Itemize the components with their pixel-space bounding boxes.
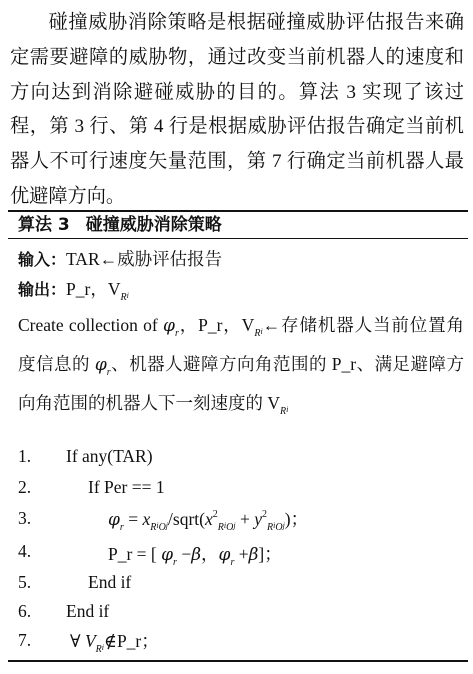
l3-phi: φ (108, 510, 120, 530)
phi-symbol: φ (163, 316, 175, 336)
l3-eq: = (123, 509, 143, 529)
notin-symbol: ∉ (103, 631, 117, 651)
desc-sub-i-2: i (286, 405, 289, 414)
l3-sub-i2: i (223, 521, 227, 530)
l3-sub-i3: i (273, 521, 276, 530)
desc-sub-r: R (254, 328, 261, 339)
line-number-4: 4. (18, 541, 32, 561)
l7-sub-i: i (101, 643, 104, 652)
line-number-7: 7. (18, 630, 32, 650)
l4-beta: β (191, 545, 202, 565)
l3-close: )； (284, 509, 309, 529)
line-6-code: End if (66, 601, 110, 621)
algorithm-bottom-rule (8, 660, 468, 662)
desc-part-c: ←存储机器人当前位置角度信息的 (18, 315, 465, 374)
l3-sub-j3: j (282, 521, 285, 530)
line-3-formula (108, 506, 308, 533)
line-4-formula (108, 541, 282, 568)
l4-minus: − (176, 544, 192, 564)
l3-phi-sub: r (119, 522, 124, 533)
l4-beta2: β (248, 545, 259, 565)
l4-plus: + (234, 544, 249, 564)
l3-sub-r2: R (217, 522, 224, 533)
line-number-3: 3. (18, 508, 32, 528)
l7-v: V (84, 631, 96, 651)
line-number-5: 5. (18, 572, 32, 592)
algorithm-number: 算法 3 (18, 215, 70, 235)
l3-sq1: 2 (212, 509, 218, 520)
algorithm-title (18, 212, 222, 238)
algorithm-header-rule (8, 238, 468, 239)
l3-sub-i: i (156, 521, 159, 530)
line-7-formula (70, 628, 159, 655)
line-number-6: 6. (18, 601, 32, 621)
line-number-1: 1. (18, 446, 32, 466)
output-sub-i: i (126, 291, 129, 300)
l3-sub-r3: R (266, 522, 274, 533)
l3-plus: + (235, 509, 255, 529)
l4-comma: ， (201, 544, 219, 564)
desc-part-b: ，P_r，V (178, 315, 255, 335)
l3-x2: x (204, 509, 213, 529)
paragraph-text: 碰撞威胁消除策略是根据碰撞威胁评估报告来确定需要避障的威胁物，通过改变当前机器人的速度和方向达到消除避碰威胁的目的。算法 3 实现了该过程，第 3 行、第 4 行是根据威胁评估报告确定当前机器人不可行速度矢量范围，第 7 行确定当前机器人最优避障方向。 (10, 12, 464, 207)
l4-close: ]； (258, 544, 282, 564)
input-value: TAR←威胁评估报告 (66, 249, 223, 269)
l3-sub-o2: O (226, 522, 234, 533)
l3-sqrt: /sqrt( (168, 509, 205, 529)
desc-part-a: Create collection of (18, 315, 164, 335)
phi-sub: r (174, 328, 179, 339)
l4-phi-sub2: r (230, 557, 235, 568)
phi-symbol-2: φ (94, 355, 107, 375)
desc-part-d: 、机器人避障方向角范围的 P_r、满足避障方向角范围的机器人下一刻速度的 V (18, 354, 465, 413)
l4-phi-sub: r (173, 557, 177, 568)
l3-y: y (254, 509, 262, 529)
line-number-2: 2. (18, 477, 32, 497)
body-paragraph (10, 6, 464, 215)
l4-phi2: φ (218, 545, 231, 565)
phi-sub-2: r (106, 367, 111, 378)
l3-sub-r: R (150, 522, 157, 533)
l7-rhs: P_r； (116, 631, 159, 651)
output-value: P_r，V (66, 279, 121, 299)
line-2-code: If Per == 1 (88, 477, 165, 497)
algorithm-description (18, 310, 464, 427)
l3-x: x (142, 509, 151, 529)
l3-sub-o: O (158, 522, 166, 533)
l3-sub-j2: j (233, 521, 236, 530)
l3-sub-j: j (165, 521, 169, 530)
l3-sq2: 2 (261, 509, 267, 520)
algorithm-name: 碰撞威胁消除策略 (85, 215, 222, 235)
desc-sub-r-2: R (280, 406, 287, 417)
forall-symbol: ∀ (70, 631, 85, 651)
desc-sub-i: i (260, 327, 263, 336)
line-5-code: End if (88, 572, 132, 592)
output-sub-r: R (120, 292, 127, 303)
l7-sub-r: R (95, 644, 102, 655)
output-label: 输出： (18, 280, 67, 299)
l3-sub-o3: O (275, 522, 283, 533)
l4-phi: φ (161, 545, 174, 565)
line-1-code: If any(TAR) (66, 446, 153, 466)
input-label: 输入： (18, 250, 67, 269)
algorithm-input (18, 246, 222, 271)
l4-lhs: P_r = [ (108, 544, 157, 564)
algorithm-output (18, 276, 129, 303)
